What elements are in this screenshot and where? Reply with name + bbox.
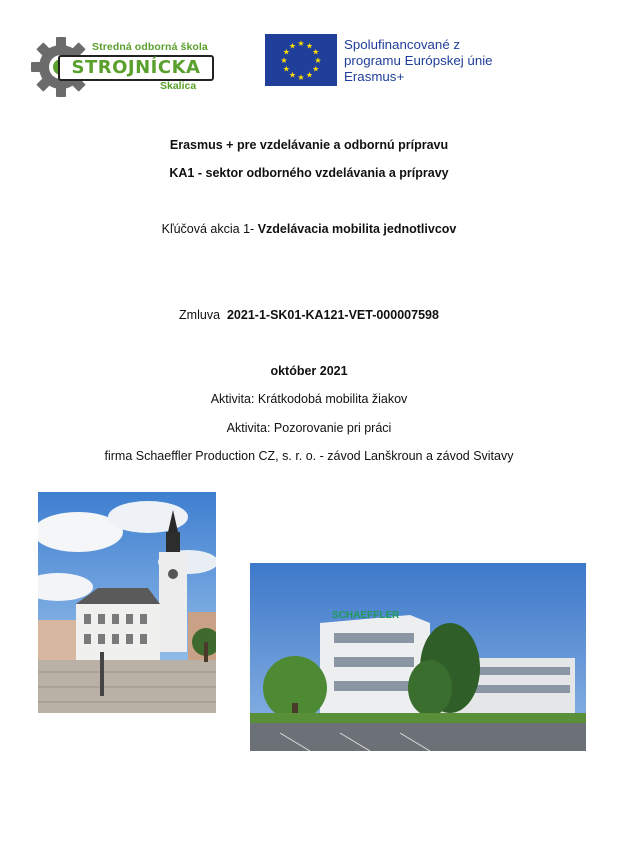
- town-hall-photo: [38, 492, 216, 713]
- eu-star: ★: [288, 70, 297, 80]
- schaeffler-factory-photo: [250, 563, 586, 751]
- eu-star: ★: [312, 47, 320, 57]
- date: október 2021: [270, 364, 348, 378]
- contract: [0, 308, 618, 322]
- activity-2: Aktivita: Pozorovanie pri práci: [226, 421, 392, 435]
- program-title: Erasmus + pre vzdelávanie a odbornú prípravu: [169, 138, 449, 152]
- key-action-prefix: Kľúčová akcia 1-: [161, 222, 258, 236]
- sector-title: KA1 - sektor odborného vzdelávania a prípravy: [169, 166, 449, 180]
- eu-text-line1: Spolufinancované z: [344, 37, 461, 52]
- company: firma Schaeffler Production CZ, s. r. o. - závod Lanškroun a závod Svitavy: [104, 449, 514, 463]
- eu-flag-icon: [265, 34, 337, 86]
- eu-star: ★: [297, 73, 305, 82]
- factory-sign: SCHAEFFLER: [332, 610, 400, 621]
- eu-text-line3: Erasmus+: [344, 69, 405, 84]
- eu-star: ★: [305, 70, 314, 80]
- eu-star: ★: [314, 56, 322, 65]
- eu-star: ★: [282, 47, 290, 57]
- key-action: [0, 222, 618, 236]
- eu-star: ★: [282, 64, 290, 74]
- school-logo-line1: Stredná odborná škola: [92, 41, 208, 53]
- key-action-name: Vzdelávacia mobilita jednotlivcov: [257, 222, 457, 236]
- eu-star: ★: [280, 56, 288, 65]
- eu-text-line2: programu Európskej únie: [344, 53, 493, 68]
- school-logo-city: Skalica: [160, 80, 197, 92]
- activity-1: Aktivita: Krátkodobá mobilita žiakov: [210, 392, 408, 406]
- contract-label: Zmluva: [179, 308, 227, 322]
- eu-star: ★: [288, 41, 297, 51]
- eu-star: ★: [297, 39, 305, 48]
- contract-number: 2021-1-SK01-KA121-VET-000007598: [226, 308, 439, 322]
- eu-star: ★: [312, 64, 320, 74]
- school-logo-name: STROJNÍCKA: [58, 55, 214, 81]
- eu-star: ★: [305, 41, 314, 51]
- eu-cofinancing-text: [344, 37, 544, 85]
